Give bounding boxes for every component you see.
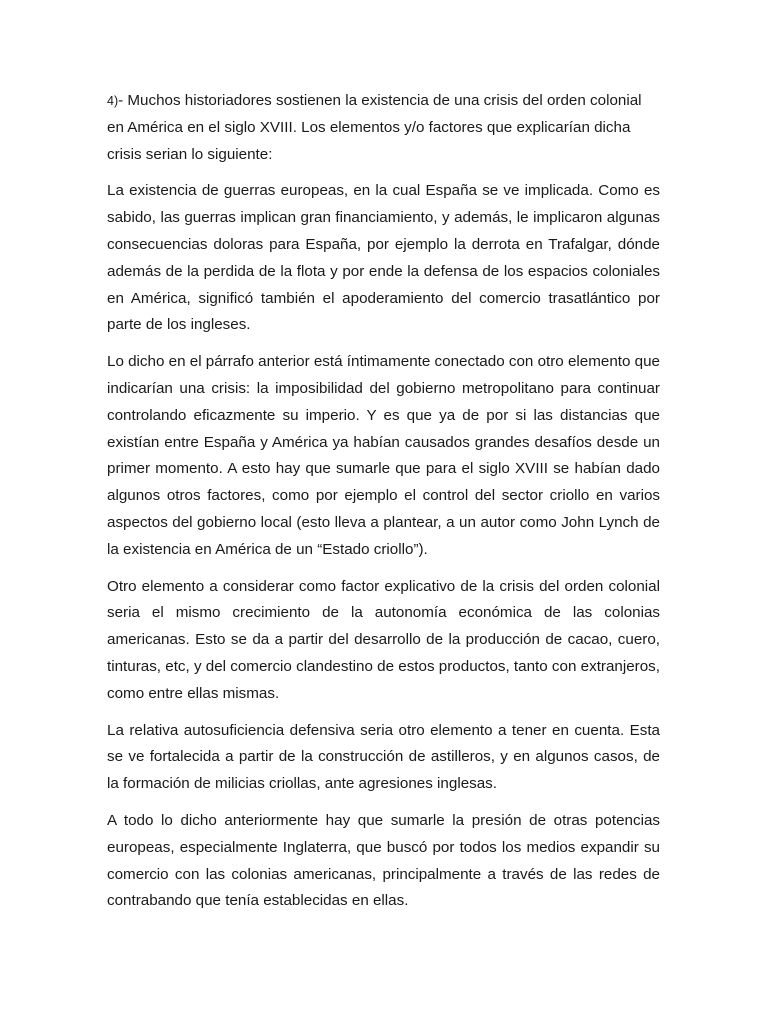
paragraph-foreign-pressure: A todo lo dicho anteriormente hay que sumarle la presión de otras potencias europeas, especialmente Inglaterra, que buscó por todos los medios expandir su comercio con las colonias americanas, principalmente a través de las redes de contrabando que tenía establecidas en ellas. xyxy=(107,811,660,910)
paragraph-wars: La existencia de guerras europeas, en la cual España se ve implicada. Como es sabido, las guerras implican gran financiamiento, y además, le implicaron algunas consecuencias doloras para España, por ejemplo la derrota en Trafalgar, dónde además de la perdida de la flota y por ende la defensa de los espacios coloniales en América, significó también el apoderamiento del comercio trasatlántico por parte de los ingleses. xyxy=(107,182,660,334)
question-number: 4) xyxy=(107,94,119,108)
paragraph-defensive-self-sufficiency: La relativa autosuficiencia defensiva seria otro elemento a tener en cuenta. Esta se ve fortalecida a partir de la construcción de astilleros, y en algunos casos, de la formación de milicias criollas, ante agresiones inglesas. xyxy=(107,721,660,793)
paragraph-economic-autonomy: Otro elemento a considerar como factor explicativo de la crisis del orden colonial seria el mismo crecimiento de la autonomía económica de las colonias americanas. Esto se da a partir del desarrollo de la producción de cacao, cuero, tinturas, etc, y del comercio clandestino de estos productos, tanto con extranjeros, como entre ellas mismas. xyxy=(107,577,660,702)
intro-paragraph xyxy=(107,88,660,168)
intro-text: - Muchos historiadores sostienen la existencia de una crisis del orden colonial en América en el siglo XVIII. Los elementos y/o factores que explicarían dicha crisis serian lo siguiente: xyxy=(107,92,642,163)
paragraph-government-control: Lo dicho en el párrafo anterior está íntimamente conectado con otro elemento que indicarían una crisis: la imposibilidad del gobierno metropolitano para continuar controlando eficazmente su imperio. Y es que ya de por si las distancias que existían entre España y América ya habían causados grandes desafíos desde un primer momento. A esto hay que sumarle que para el siglo XVIII se habían dado algunos otros factores, como por ejemplo el control del sector criollo en varios aspectos del gobierno local (esto lleva a plantear, a un autor como John Lynch de la existencia en América de un “Estado criollo”). xyxy=(107,353,661,558)
document-body xyxy=(107,88,660,925)
